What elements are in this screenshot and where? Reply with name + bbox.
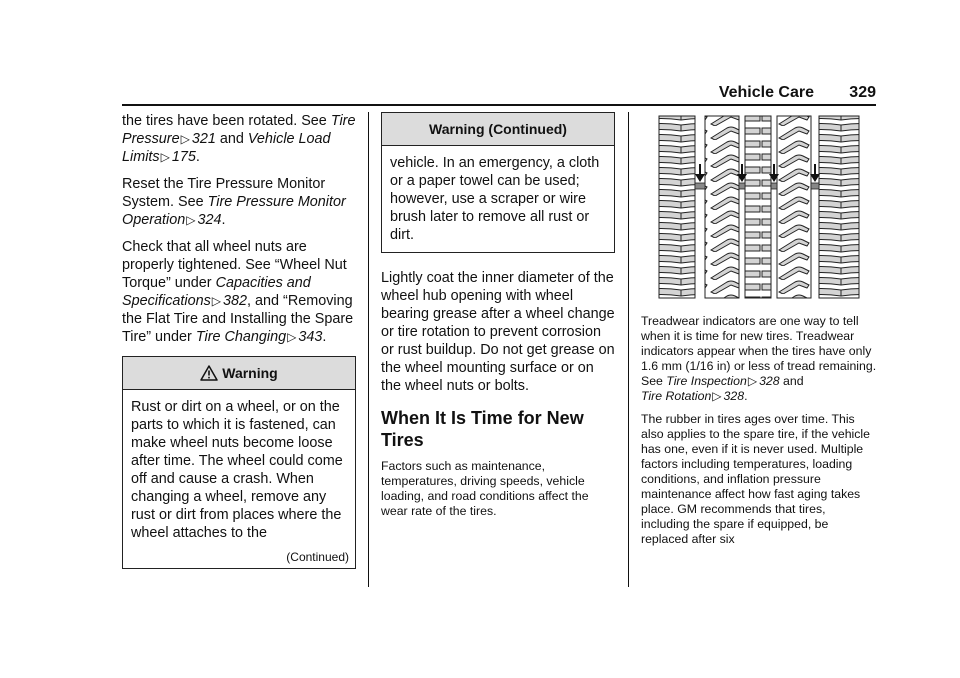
warning-header [123,357,355,390]
text: and [779,374,804,388]
xref-page[interactable]: 321 [191,131,216,147]
warning-title: Warning [222,365,278,381]
xref-page[interactable]: 328 [723,389,745,403]
warning-text: vehicle. In an emergency, a cloth or a paper towel can be used; however, use a scraper or wire brush later to remove all rust or dirt. [390,155,600,243]
section-title: Vehicle Care [718,84,814,101]
warning-box [122,356,356,569]
warning-header: Warning (Continued) [382,113,614,146]
text: . [744,389,748,403]
column-2 [381,112,615,527]
paragraph: Lightly coat the inner diameter of the wheel hub opening with wheel bearing grease after a wheel change or tire rotation to prevent corrosion or rust buildup. Do not get grease on the wheel mounting surface or on the wheel nuts or bolts. [381,270,615,394]
xref-page[interactable]: 328 [759,374,780,388]
xref-link[interactable]: Tire Inspection [666,374,747,388]
xref-link[interactable]: Tire Pressure [122,113,356,147]
page-reference-arrow-icon: ▷ [747,374,758,388]
page-reference-arrow-icon: ▷ [712,389,722,403]
xref-link[interactable]: Tire Pressure Monitor Operation [122,194,346,228]
text: . [322,329,327,345]
xref-page[interactable]: 324 [197,212,222,228]
page-reference-arrow-icon: ▷ [160,150,170,164]
xref-link[interactable]: Tire Rotation [641,389,712,403]
column-divider [628,112,629,587]
column-divider [368,112,369,587]
xref-page[interactable]: 343 [298,329,323,345]
warning-text: Rust or dirt on a wheel, or on the parts to which it is fastened, can make wheel nuts become loose after time. The wheel could come off and cause a crash. When changing a wheel, remove any rust or dirt from places where the wheel attaches to the [131,399,343,541]
page-reference-arrow-icon: ▷ [180,132,190,146]
header-rule [122,104,876,106]
text: the tires have been rotated. See [122,113,331,129]
paragraph [122,112,356,166]
column-1 [122,112,356,569]
text: Reset the Tire Pressure Monitor System. See [122,176,326,210]
page-number: 329 [849,84,876,101]
xref-page[interactable]: 382 [223,293,248,309]
text: , and “Removing the Flat Tire and Installing the Spare Tire” under [122,293,354,345]
paragraph: The rubber in tires ages over time. This also applies to the spare tire, if the vehicle has one, even if it is never used. Multiple factors including temperatures, loading conditions, and inflation pressure maintenance affect how fast aging takes place. GM recommends that tires, including the spare if equipped, be replaced after six [641,412,870,546]
text: . [195,149,200,165]
xref-link[interactable]: Vehicle Load Limits [122,131,331,165]
page-reference-arrow-icon: ▷ [186,213,196,227]
continued-label: (Continued) [286,550,349,564]
treadwear-indicator-illustration [641,112,877,302]
section-heading: When It Is Time for New Tires [381,408,584,450]
page-header [122,84,876,106]
warning-box-continued [381,112,615,253]
column-3 [641,112,877,555]
page-reference-arrow-icon: ▷ [211,294,222,308]
text: and [215,131,248,147]
xref-page[interactable]: 175 [171,149,196,165]
xref-link[interactable]: Tire Changing [195,329,287,345]
xref-link[interactable]: Capacities and Specifications [122,275,311,309]
text: . [221,212,226,228]
text: Check that all wheel nuts are properly tightened. See “Wheel Nut Torque” under [122,239,347,291]
paragraph: Factors such as maintenance, temperatures, driving speeds, vehicle loading, and road conditions affect the wear rate of the tires. [381,459,589,518]
paragraph [122,238,356,346]
text: Treadwear indicators are one way to tell when it is time for new tires. Treadwear indicators appear when the tires have only 1.6 mm (1/16 in) or less of tread remaining. See [641,314,877,388]
paragraph [641,314,877,404]
paragraph [122,175,356,229]
page-reference-arrow-icon: ▷ [287,330,297,344]
warning-triangle-icon [200,360,218,392]
